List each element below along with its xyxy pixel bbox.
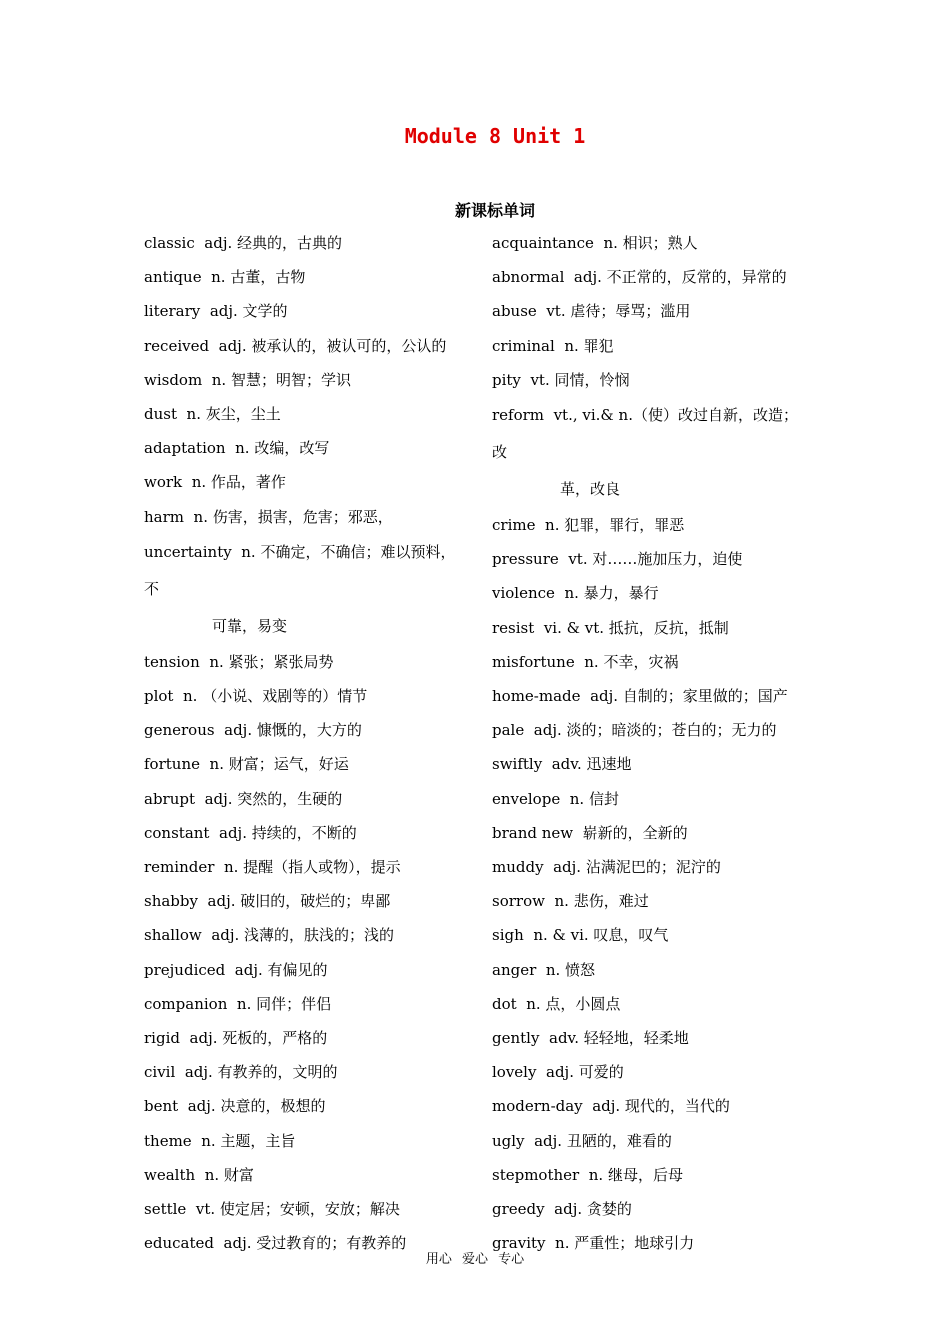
vocab-word: abrupt (144, 789, 196, 808)
right-word-column (492, 226, 812, 1260)
vocab-entry (144, 782, 464, 816)
vocab-word: bent (144, 1097, 179, 1116)
vocab-word: resist (492, 618, 535, 637)
vocab-word: literary (144, 302, 201, 321)
vocab-entry (144, 1021, 464, 1055)
vocab-entry (144, 294, 464, 328)
vocab-definition: n. 悲伤，难过 (554, 892, 649, 911)
vocab-entry (144, 884, 464, 918)
vocab-word: sorrow (492, 892, 545, 911)
vocab-definition: adj. 有教养的，文明的 (184, 1063, 338, 1082)
vocab-word: work (144, 473, 183, 492)
vocab-entry (492, 645, 812, 679)
vocab-entry (144, 1158, 464, 1192)
vocab-definition: n. （小说、戏剧等的）情节 (183, 687, 368, 706)
vocab-word: tension (144, 652, 200, 671)
vocab-entry (144, 679, 464, 713)
vocab-entry (144, 953, 464, 987)
vocab-definition: n. 点，小圆点 (526, 994, 621, 1013)
vocab-entry (492, 576, 812, 610)
vocab-entry (492, 1055, 812, 1089)
vocab-definition-continued: 可靠，易变 (212, 616, 288, 635)
vocab-definition: n. 信封 (569, 789, 619, 808)
vocab-entry (144, 397, 464, 431)
vocab-definition: adj. 有偏见的 (234, 960, 328, 979)
vocab-definition: n. 不确定，不确信；难以预料，不 (144, 542, 456, 598)
vocab-definition: n. & vi. 叹息，叹气 (533, 926, 669, 945)
vocab-entry (144, 1055, 464, 1089)
vocab-word: pale (492, 721, 525, 740)
vocab-word: educated (144, 1234, 214, 1253)
vocab-word: muddy (492, 858, 544, 877)
vocab-definition: adv. 迅速地 (551, 755, 632, 774)
page-footer: 用心 爱心 专心 (425, 1252, 525, 1267)
vocab-definition: n. 智慧；明智；学识 (211, 370, 351, 389)
vocab-entry (492, 987, 812, 1021)
vocab-definition: n. 主题，主旨 (201, 1131, 296, 1150)
vocab-word: civil (144, 1063, 176, 1082)
vocab-entry (492, 782, 812, 816)
vocab-definition: adj. 被承认的，被认可的，公认的 (218, 336, 447, 355)
vocab-word: reminder (144, 858, 215, 877)
vocab-entry (492, 542, 812, 576)
vocab-definition: n. 财富；运气，好运 (209, 755, 349, 774)
vocab-definition: adj. 受过教育的；有教养的 (223, 1234, 407, 1253)
vocab-definition: adj. 死板的，严格的 (189, 1029, 328, 1048)
vocab-word: prejudiced (144, 960, 226, 979)
vocab-definition: adj. 丑陋的，难看的 (534, 1131, 672, 1150)
vocab-entry (492, 747, 812, 781)
vocab-word: settle (144, 1200, 187, 1219)
vocab-word: misfortune (492, 652, 575, 671)
vocab-word: home-made (492, 687, 581, 706)
vocab-definition: adj. 破旧的，破烂的；卑鄙 (207, 892, 391, 911)
vocab-word: constant (144, 823, 210, 842)
vocab-word: shallow (144, 926, 202, 945)
vocab-definition: n. 暴力，暴行 (564, 584, 659, 603)
vocab-definition: n. 犯罪，罪行，罪恶 (545, 516, 685, 535)
vocab-entry (144, 1089, 464, 1123)
vocab-definition: adj. 突然的，生硬的 (204, 789, 343, 808)
vocab-word: wisdom (144, 370, 203, 389)
vocab-definition: n. 灰尘，尘土 (186, 405, 281, 424)
vocab-word: theme (144, 1131, 192, 1150)
vocab-entry (492, 1124, 812, 1158)
vocab-word: abnormal (492, 268, 565, 287)
vocab-entry (492, 1158, 812, 1192)
vocab-entry (144, 500, 464, 534)
vocab-entry (492, 679, 812, 713)
vocab-entry (144, 747, 464, 781)
vocab-definition: n. 继母，后母 (588, 1165, 683, 1184)
vocab-definition: adj. 贪婪的 (554, 1200, 632, 1219)
vocab-word: wealth (144, 1165, 196, 1184)
vocab-entry (492, 260, 812, 294)
vocab-entry (492, 1089, 812, 1123)
vocab-word: uncertainty (144, 542, 232, 561)
vocab-word: envelope (492, 789, 561, 808)
vocab-word: adaptation (144, 439, 226, 458)
vocab-definition: n. 改编，改写 (235, 439, 330, 458)
vocab-definition: n. 伤害，损害，危害；邪恶， (193, 507, 393, 526)
vocab-definition: n. 罪犯 (564, 336, 614, 355)
vocab-word: anger (492, 960, 537, 979)
vocab-definition: vt. 使定居；安顿，安放；解决 (195, 1200, 400, 1219)
vocab-definition: vt., vi.& n.（使）改过自新，改造；改 (492, 406, 798, 462)
vocab-entry (144, 850, 464, 884)
vocab-word: pressure (492, 550, 559, 569)
page-title: Module 8 Unit 1 (404, 124, 586, 148)
vocab-entry (492, 884, 812, 918)
vocab-entry (492, 953, 812, 987)
vocab-entry (492, 1192, 812, 1226)
vocab-definition: n. 古董，古物 (211, 268, 306, 287)
vocab-word: modern-day (492, 1097, 583, 1116)
vocab-word: brand new (492, 823, 574, 842)
vocab-entry (144, 987, 464, 1021)
vocab-word: dust (144, 405, 177, 424)
vocab-definition: n. 作品，著作 (191, 473, 286, 492)
vocab-word: gently (492, 1029, 540, 1048)
vocab-entry (492, 363, 812, 397)
vocab-word: greedy (492, 1200, 545, 1219)
vocab-word: criminal (492, 336, 555, 355)
vocab-word: swiftly (492, 755, 543, 774)
vocab-word: plot (144, 687, 174, 706)
vocab-word: stepmother (492, 1165, 580, 1184)
vocab-definition: adj. 现代的，当代的 (592, 1097, 730, 1116)
section-title: 新课标单词 (454, 201, 535, 220)
vocab-definition: n. 同伴；伴侣 (236, 994, 332, 1013)
vocab-entry (144, 918, 464, 952)
vocab-entry (144, 1124, 464, 1158)
vocab-definition: adj. 沾满泥巴的；泥泞的 (553, 858, 721, 877)
vocab-definition: vi. & vt. 抵抗，反抗，抵制 (543, 618, 729, 637)
vocab-word: lovely (492, 1063, 537, 1082)
vocab-definition: adj. 持续的，不断的 (219, 823, 357, 842)
vocab-entry (492, 816, 812, 850)
vocab-definition: adj. 慷慨的，大方的 (224, 721, 362, 740)
vocab-definition: vt. 对……施加压力，迫使 (568, 550, 743, 569)
vocab-word: gravity (492, 1234, 546, 1253)
vocab-entry (144, 226, 464, 260)
vocab-entry (144, 465, 464, 499)
vocab-definition: adj. 浅薄的，肤浅的；浅的 (211, 926, 395, 945)
vocab-definition: vt. 虐待；辱骂；滥用 (546, 302, 691, 321)
vocab-entry (492, 918, 812, 952)
vocab-entry (492, 329, 812, 363)
vocab-word: fortune (144, 755, 200, 774)
vocab-entry (144, 713, 464, 747)
vocab-definition: adj. 经典的，古典的 (204, 234, 343, 252)
vocab-word: classic (144, 234, 195, 252)
vocab-entry (144, 645, 464, 679)
vocab-definition: adj. 不正常的，反常的，异常的 (573, 268, 787, 287)
vocab-definition: adj. 可爱的 (546, 1063, 624, 1082)
vocab-entry (144, 534, 464, 645)
vocab-word: violence (492, 584, 555, 603)
vocab-entry (492, 508, 812, 542)
vocab-word: rigid (144, 1029, 180, 1048)
vocab-word: received (144, 336, 210, 355)
vocab-entry (492, 713, 812, 747)
vocab-entry (492, 294, 812, 328)
vocab-word: abuse (492, 302, 537, 321)
vocab-definition: adj. 自制的；家里做的；国产 (590, 687, 788, 706)
vocab-entry (144, 363, 464, 397)
vocab-definition: vt. 同情，怜悯 (530, 370, 630, 389)
vocab-word: companion (144, 994, 228, 1013)
vocab-definition: adj. 决意的，极想的 (187, 1097, 326, 1116)
vocab-entry (492, 1021, 812, 1055)
vocab-definition: n. 财富 (204, 1165, 254, 1184)
vocab-entry (492, 397, 812, 508)
vocab-entry (144, 260, 464, 294)
vocab-word: acquaintance (492, 234, 594, 252)
vocab-definition: n. 紧张；紧张局势 (209, 652, 334, 671)
vocab-entry (492, 850, 812, 884)
vocab-entry (144, 1192, 464, 1226)
vocab-word: shabby (144, 892, 198, 911)
vocab-definition: n. 严重性；地球引力 (555, 1234, 695, 1253)
vocab-entry (492, 226, 812, 260)
vocab-word: generous (144, 721, 215, 740)
vocab-word: dot (492, 994, 517, 1013)
vocab-definition: adj. 文学的 (209, 302, 288, 321)
vocab-entry (144, 329, 464, 363)
vocab-definition: n. 相识；熟人 (603, 234, 698, 252)
vocab-entry (492, 611, 812, 645)
vocab-word: crime (492, 516, 536, 535)
vocab-word: sigh (492, 926, 524, 945)
vocab-definition: adj. 淡的；暗淡的；苍白的；无力的 (533, 721, 777, 740)
vocab-definition: n. 愤怒 (545, 960, 596, 979)
vocab-word: harm (144, 507, 184, 526)
vocab-word: pity (492, 370, 521, 389)
vocab-definition: n. 提醒（指人或物），提示 (223, 858, 401, 877)
vocab-definition: adv. 轻轻地，轻柔地 (549, 1029, 689, 1048)
vocab-word: ugly (492, 1131, 525, 1150)
vocab-definition: n. 不幸，灾祸 (584, 652, 679, 671)
vocab-entry (144, 816, 464, 850)
vocab-word: reform (492, 406, 545, 425)
vocab-word: antique (144, 268, 202, 287)
vocab-definition: 崭新的，全新的 (582, 823, 688, 842)
vocab-entry (144, 431, 464, 465)
vocab-definition-continued: 革，改良 (560, 480, 621, 499)
left-word-column (144, 226, 464, 1260)
